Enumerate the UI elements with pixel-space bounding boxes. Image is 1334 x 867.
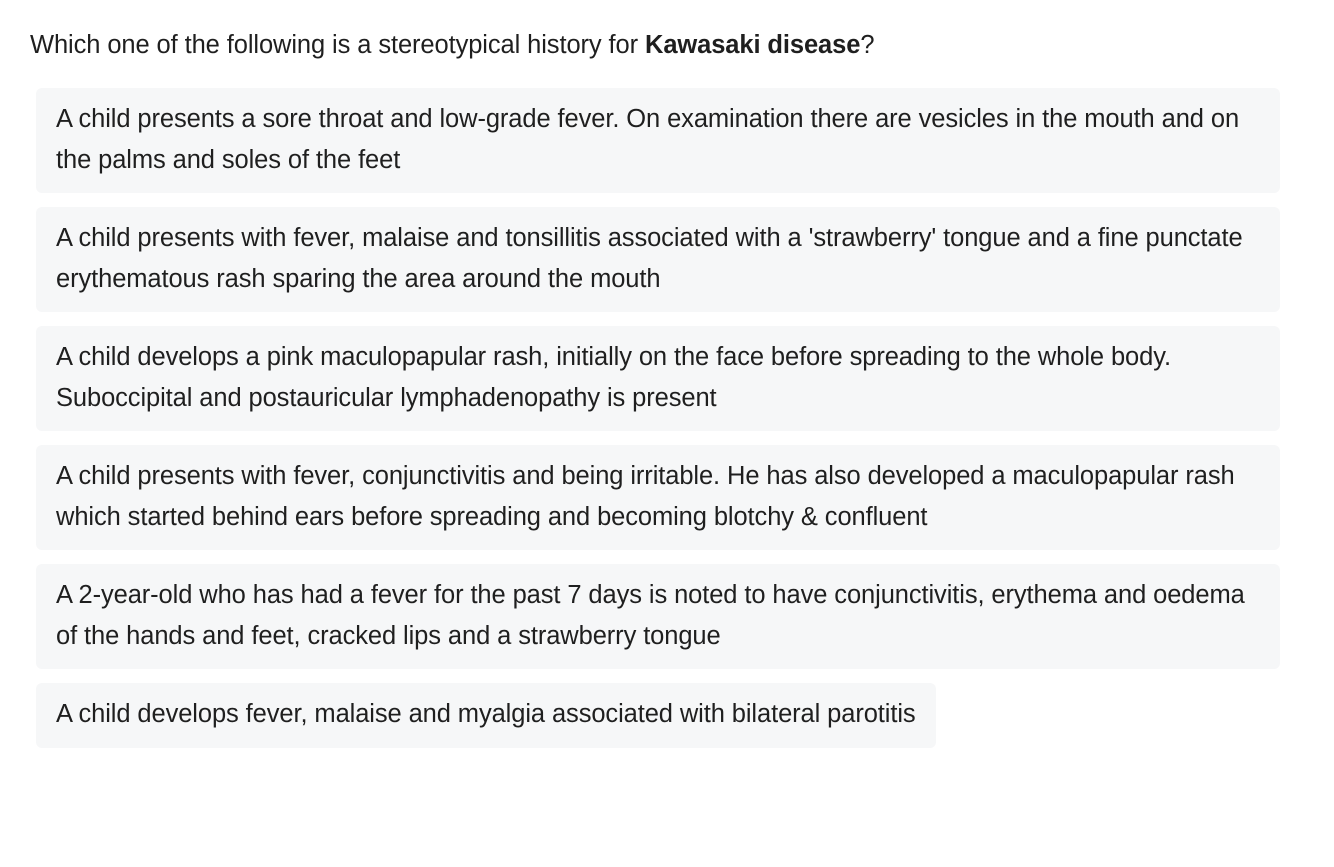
question-prefix: Which one of the following is a stereotypical history for <box>30 31 645 59</box>
answer-options-list <box>36 88 1280 762</box>
answer-option-2[interactable]: A child presents with fever, malaise and tonsillitis associated with a 'strawberry' tongue and a fine punctate erythematous rash sparing the area around the mouth <box>36 207 1280 312</box>
question-text <box>30 28 874 62</box>
answer-option-4[interactable]: A child presents with fever, conjunctivitis and being irritable. He has also developed a maculopapular rash which started behind ears before spreading and becoming blotchy & confluent <box>36 445 1280 550</box>
question-suffix: ? <box>860 31 875 59</box>
answer-option-3[interactable]: A child develops a pink maculopapular rash, initially on the face before spreading to the whole body. Suboccipital and postauricular lymphadenopathy is present <box>36 326 1280 431</box>
answer-option-1[interactable]: A child presents a sore throat and low-grade fever. On examination there are vesicles in the mouth and on the palms and soles of the feet <box>36 88 1280 193</box>
answer-option-6[interactable]: A child develops fever, malaise and myalgia associated with bilateral parotitis <box>36 683 936 748</box>
question-emphasis: Kawasaki disease <box>645 31 861 59</box>
answer-option-5[interactable]: A 2-year-old who has had a fever for the past 7 days is noted to have conjunctivitis, erythema and oedema of the hands and feet, cracked lips and a strawberry tongue <box>36 564 1280 669</box>
